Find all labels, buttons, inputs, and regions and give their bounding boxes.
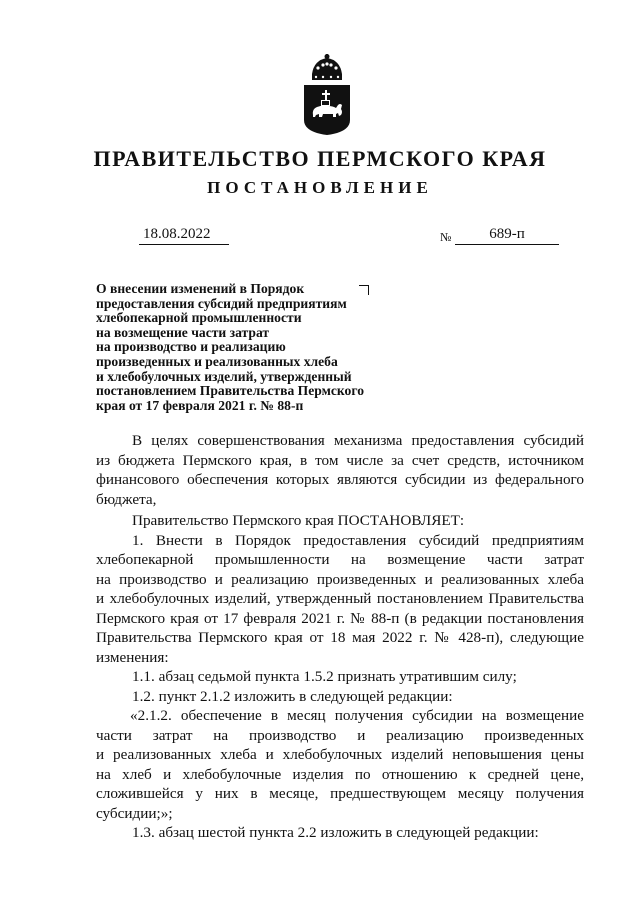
body-line: 1.3. абзац шестой пункта 2.2 изложить в следующей редакции:: [132, 824, 539, 841]
body-line: финансового обеспечения которых являются субсидии из федерального: [96, 471, 584, 488]
body-line: В целях совершенствования механизма предоставления субсидий: [132, 432, 584, 449]
body-line: части затрат на производство и реализацию произведенных: [96, 726, 584, 744]
body-line: «2.1.2. обеспечение в месяц получения субсидии на возмещение: [130, 707, 584, 724]
body-line: и хлебобулочных изделий, утвержденный постановлением Правительства: [96, 590, 584, 607]
subject-line: произведенных и реализованных хлеба: [96, 353, 338, 369]
body-line: на производство и реализацию произведенных и реализованных хлеба: [96, 570, 584, 588]
document-body: [96, 431, 584, 843]
body-line: бюджета,: [96, 490, 157, 508]
subject-line: на возмещение части затрат: [96, 324, 270, 340]
body-line: 1. Внести в Порядок предоставления субсидий предприятиям: [132, 531, 584, 549]
subject-line: хлебопекарной промышленности: [96, 310, 302, 326]
document-date: 18.08.2022: [139, 226, 229, 245]
subject-line: предоставления субсидий предприятиям: [96, 295, 347, 311]
body-line: и реализованных хлеба и хлебобулочных изделий неповышения цены: [96, 746, 584, 763]
subject-line: и хлебобулочных изделий, утвержденный: [96, 368, 352, 384]
number-sign: №: [440, 230, 452, 244]
body-line: из бюджета Пермского края, в том числе за счет средств, источником: [96, 451, 584, 469]
body-line: на хлеб и хлебобулочные изделия по отношению к средней цене,: [96, 765, 584, 783]
document-type-title: ПОСТАНОВЛЕНИЕ: [207, 178, 433, 197]
coat-of-arms-emblem: [301, 54, 353, 136]
body-line: 1.2. пункт 2.1.2 изложить в следующей редакции:: [132, 687, 453, 705]
body-line: 1.1. абзац седьмой пункта 1.5.2 признать утратившим силу;: [132, 668, 517, 685]
body-line: Правительство Пермского края ПОСТАНОВЛЯЕТ:: [132, 512, 465, 529]
government-title: ПРАВИТЕЛЬСТВО ПЕРМСКОГО КРАЯ: [93, 146, 547, 171]
body-line: изменения:: [96, 648, 169, 666]
body-line: хлебопекарной промышленности на возмещение части затрат: [96, 551, 584, 568]
body-line: Пермского края от 17 февраля 2021 г. № 88-п (в редакции постановления: [96, 609, 584, 627]
document-subject: [96, 282, 396, 413]
document-number: 689-п: [455, 226, 559, 245]
subject-line: постановлением Правительства Пермского: [96, 383, 364, 399]
subject-line: О внесении изменений в Порядок: [96, 281, 305, 296]
subject-corner-mark: [359, 285, 369, 295]
subject-line: на производство и реализацию: [96, 339, 286, 355]
body-line: сложившейся у них в месяце, предшествующем месяцу получения: [96, 785, 584, 802]
body-line: субсидии;»;: [96, 804, 173, 822]
body-line: Правительства Пермского края от 18 мая 2022 г. № 428-п), следующие: [96, 629, 584, 646]
subject-line: края от 17 февраля 2021 г. № 88-п: [96, 397, 304, 413]
